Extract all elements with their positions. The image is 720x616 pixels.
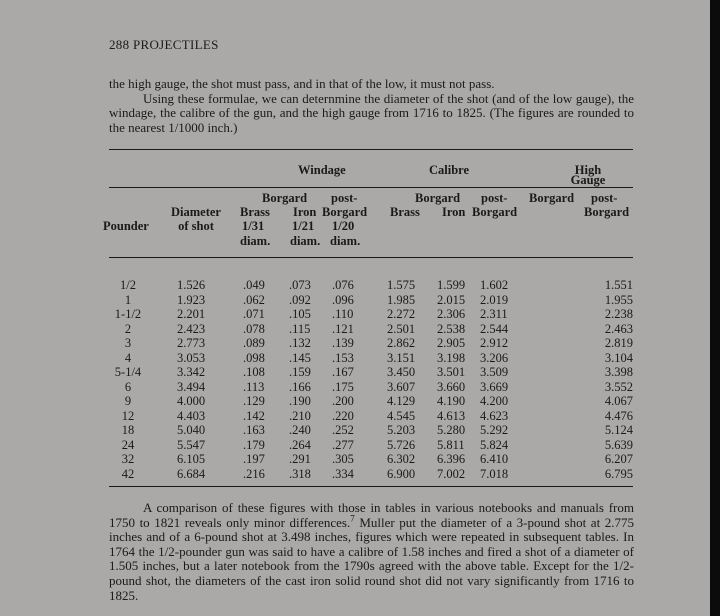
table-cell: .096 (332, 292, 354, 307)
table-cell: .121 (332, 321, 354, 336)
table-cell: .092 (289, 292, 311, 307)
table-cell: 2.311 (480, 307, 508, 321)
header-windage-brass: Brass (240, 205, 270, 219)
table-cell: .145 (289, 350, 311, 365)
table-cell: .132 (289, 336, 311, 350)
table-cell: .175 (332, 379, 354, 394)
table-cell: 3.342 (177, 365, 206, 379)
table-cell: 4.545 (387, 408, 416, 423)
table-cell: .108 (243, 365, 265, 379)
table-cell: 6.396 (437, 452, 466, 466)
header-windage-diam-3: diam. (330, 234, 361, 248)
table-cell: 2.905 (437, 336, 466, 350)
header-calibre-borgard-2: Borgard (472, 205, 518, 219)
table-cell: 3.104 (604, 350, 633, 365)
table-cell: 18 (121, 423, 135, 437)
table-cell: .113 (243, 379, 265, 394)
table-cell: .098 (243, 350, 265, 365)
table-cell: 3.198 (437, 350, 466, 365)
table-cell: 3.660 (437, 379, 466, 394)
footnote-marker: 7 (350, 513, 355, 524)
table-cell: 3 (124, 336, 132, 350)
header-windage-iron: Iron (293, 205, 317, 219)
table-cell: 1.551 (604, 278, 633, 292)
header-windage-diam-1: diam. (240, 234, 271, 248)
table-cell: 3.552 (604, 379, 633, 394)
table-cell: 4.129 (387, 394, 416, 408)
table-cell: 5.124 (604, 423, 633, 437)
column-calibre-post-borgard (480, 278, 508, 481)
table-cell: 2.544 (480, 321, 509, 336)
header-gauge-borgard-2: Borgard (584, 205, 630, 219)
table-cell: 6.410 (480, 452, 509, 466)
table-cell: 4.190 (437, 394, 466, 408)
table-cell: 7.018 (480, 466, 509, 481)
header-calibre-brass: Brass (390, 205, 420, 219)
table-cell: 2.819 (604, 336, 633, 350)
table-cell: 4.200 (480, 394, 509, 408)
table-cell: .179 (243, 437, 265, 452)
table-cell: .142 (243, 408, 265, 423)
table-cell: .159 (289, 365, 311, 379)
table-cell: 1.985 (387, 292, 416, 307)
table-cell: 1.575 (387, 278, 416, 292)
column-windage-borgard-brass (243, 278, 265, 481)
table-cell: 4.067 (604, 394, 633, 408)
closing-paragraph (109, 501, 634, 603)
table-cell: .200 (332, 394, 354, 408)
table-cell: 1 (124, 292, 132, 307)
table-cell: 42 (121, 466, 135, 481)
table-cell: .062 (243, 292, 265, 307)
table-cell: 2.463 (604, 321, 633, 336)
table-cell: .129 (243, 394, 265, 408)
table-cell: 5.040 (177, 423, 206, 437)
table-cell: .073 (289, 278, 311, 292)
closing-text-b: Muller put the diameter of a 3-pound shot at 2.775 inches and of a 6-pound shot at 3.498 inches, figures which were repeated in subsequent tables. In 1764 the 1/2-pounder gun was said to have a calibre of 1.58 inches and fired a shot of a diameter of 1.505 inches, but a later notebook from the 1790s agreed with the above table. Except for the 1/2-pound shot, the diameters of the cast iron solid round shot did not vary significantly from 1716 to 1825. (109, 514, 634, 603)
table-cell: 5.280 (437, 423, 466, 437)
table-cell: 6.795 (604, 466, 633, 481)
page-number: 288 (109, 37, 130, 52)
table-cell: 1/2 (120, 278, 136, 292)
table-cell: 3.494 (177, 379, 206, 394)
table-cell: 7.002 (437, 466, 466, 481)
table-cell: 4 (124, 350, 132, 365)
header-windage-borgard-2: Borgard (322, 205, 368, 219)
table-cell: 3.450 (387, 365, 416, 379)
table-cell: .105 (289, 307, 311, 321)
intro-body: Using these formulae, we can deternmine the diameter of the shot (and of the low gauge), the windage, the calibre of the gun, and the high gauge from 1716 to 1825. (The figures are rounded to the nearest 1/1000 inch.) (109, 90, 634, 135)
column-calibre-borgard-brass (387, 278, 415, 481)
table-cell: 4.000 (177, 394, 206, 408)
closing-text-a: A comparison of these figures with those in tables in various notebooks and manuals from 1750 to 1821 reveals only minor differences. (109, 500, 634, 530)
column-windage-borgard-iron (289, 278, 311, 481)
header-calibre-post: post- (481, 191, 508, 205)
table-cell: 2.773 (177, 336, 206, 350)
table-cell: 2.272 (387, 307, 416, 321)
table-cell: 2.238 (604, 307, 633, 321)
table-cell: .291 (289, 452, 311, 466)
header-gauge-post: post- (591, 191, 618, 205)
table-subheader-rule (109, 257, 633, 258)
table-cell: 2.423 (177, 321, 206, 336)
column-windage-post-borgard (332, 278, 354, 481)
table-cell: .240 (289, 423, 311, 437)
table-cell: 6.684 (177, 466, 206, 481)
table-cell: 3.206 (480, 350, 509, 365)
column-diameter (177, 278, 205, 481)
table-cell: .089 (243, 336, 265, 350)
table-cell: .318 (289, 466, 311, 481)
table-cell: 6.207 (604, 452, 633, 466)
table-cell: .153 (332, 350, 354, 365)
table-cell: .163 (243, 423, 265, 437)
table-cell: 1.923 (177, 292, 206, 307)
header-gauge-borgard: Borgard (529, 191, 575, 205)
table-cell: .190 (289, 394, 311, 408)
table-cell: 6.900 (387, 466, 416, 481)
table-cell: 4.403 (177, 408, 206, 423)
table-cell: 3.151 (387, 350, 416, 365)
table-cell: 1-1/2 (114, 307, 142, 321)
table-cell: .216 (243, 466, 265, 481)
table-cell: .166 (289, 379, 311, 394)
scan-edge (710, 0, 720, 616)
header-calibre-borgard: Borgard (415, 191, 461, 205)
table-cell: 4.613 (437, 408, 466, 423)
header-windage: Windage (298, 163, 346, 177)
header-diameter-2: of shot (178, 219, 214, 233)
header-windage-borgard: Borgard (262, 191, 308, 205)
table-cell: 1.526 (177, 278, 206, 292)
header-calibre-iron: Iron (442, 205, 466, 219)
table-bottom-rule (109, 486, 633, 487)
table-cell: 5.811 (437, 437, 465, 452)
table-cell: 5.639 (604, 437, 633, 452)
header-diameter-1: Diameter (171, 205, 221, 219)
table-cell: 5.547 (177, 437, 206, 452)
column-high-gauge (585, 278, 633, 481)
table-cell: 2.912 (480, 336, 509, 350)
table-cell: 3.398 (604, 365, 633, 379)
table-cell: 3.607 (387, 379, 416, 394)
table-cell: .078 (243, 321, 265, 336)
table-cell: 1.955 (604, 292, 633, 307)
header-high-gauge-1: High (574, 163, 602, 177)
table-cell: .334 (332, 466, 354, 481)
table-cell: 4.476 (604, 408, 633, 423)
running-header (109, 37, 219, 53)
table-cell: .252 (332, 423, 354, 437)
table-cell: .305 (332, 452, 354, 466)
header-calibre: Calibre (429, 163, 470, 177)
table-cell: 2 (124, 321, 132, 336)
table-cell: 6.302 (387, 452, 416, 466)
table-cell: 1.599 (437, 278, 466, 292)
table-header-rule (109, 187, 633, 188)
table-cell: 5.726 (387, 437, 416, 452)
table-cell: 5.824 (480, 437, 509, 452)
table-cell: 2.306 (437, 307, 466, 321)
intro-paragraph (109, 77, 634, 135)
table-cell: .264 (289, 437, 311, 452)
column-calibre-borgard-iron (437, 278, 465, 481)
table-cell: .220 (332, 408, 354, 423)
column-pounder (108, 278, 148, 481)
header-windage-fraction-2: 1/21 (292, 219, 315, 233)
table-cell: .076 (332, 278, 354, 292)
table-cell: .110 (332, 307, 354, 321)
table-cell: .115 (289, 321, 311, 336)
table-cell: 5-1/4 (114, 365, 142, 379)
table-cell: .139 (332, 336, 354, 350)
table-cell: 4.623 (480, 408, 509, 423)
table-cell: 3.053 (177, 350, 206, 365)
header-windage-post: post- (331, 191, 358, 205)
table-cell: 2.862 (387, 336, 416, 350)
table-cell: .210 (289, 408, 311, 423)
table-cell: .049 (243, 278, 265, 292)
table-cell: 12 (121, 408, 135, 423)
header-windage-diam-2: diam. (290, 234, 321, 248)
header-high-gauge-2: Gauge (570, 173, 606, 187)
table-cell: 24 (121, 437, 135, 452)
table-cell: 2.019 (480, 292, 509, 307)
table-cell: 9 (124, 394, 132, 408)
running-title: PROJECTILES (132, 37, 219, 52)
table-cell: 3.509 (480, 365, 509, 379)
header-windage-fraction-3: 1/20 (332, 219, 355, 233)
table-cell: 2.015 (437, 292, 466, 307)
table-cell: 2.501 (387, 321, 416, 336)
header-windage-fraction-1: 1/31 (242, 219, 265, 233)
header-pounder: Pounder (103, 219, 149, 233)
table-cell: 5.203 (387, 423, 416, 437)
table-cell: 3.669 (480, 379, 509, 394)
table-cell: .071 (243, 307, 265, 321)
table-cell: .167 (332, 365, 354, 379)
table-cell: 2.538 (437, 321, 466, 336)
intro-line-1: the high gauge, the shot must pass, and in that of the low, it must not pass. (109, 76, 495, 91)
table-cell: 1.602 (480, 278, 509, 292)
table-cell: 3.501 (437, 365, 466, 379)
table-top-rule (109, 149, 633, 150)
table-cell: 2.201 (177, 307, 206, 321)
table-cell: .277 (332, 437, 354, 452)
table-cell: .197 (243, 452, 265, 466)
table-cell: 6.105 (177, 452, 206, 466)
table-cell: 32 (121, 452, 135, 466)
table-cell: 6 (124, 379, 132, 394)
table-cell: 5.292 (480, 423, 509, 437)
